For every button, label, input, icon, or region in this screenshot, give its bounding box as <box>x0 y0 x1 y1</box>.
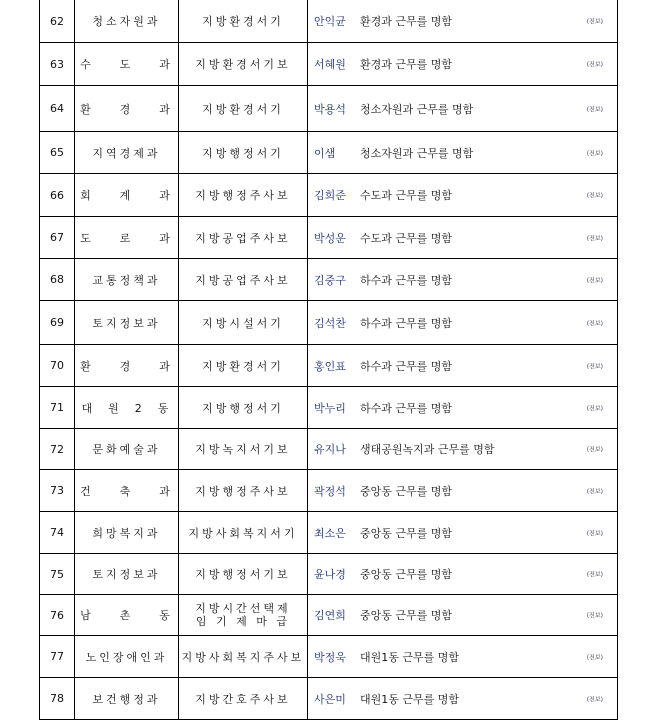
table-row <box>40 0 618 43</box>
department-cell: 교통정책과 <box>75 259 179 301</box>
note-cell <box>360 259 618 301</box>
department-cell: 건 축 과 <box>75 470 179 512</box>
rank-cell <box>179 554 308 595</box>
table-row <box>40 595 618 636</box>
rank-cell <box>179 43 308 86</box>
transfer-tag: (전보) <box>586 235 603 242</box>
row-number-cell: 75 <box>40 554 75 595</box>
rank-text: 지방사회복지서기 <box>188 526 298 540</box>
row-number-cell: 63 <box>40 43 75 86</box>
note-cell <box>360 174 618 217</box>
table-row <box>40 678 618 720</box>
name-cell: 김중구 <box>308 259 361 301</box>
rank-cell <box>179 259 308 301</box>
table-body <box>40 0 618 720</box>
note-cell <box>360 217 618 259</box>
rank-text: 지방환경서기보 <box>195 58 291 71</box>
assignment-note: 환경과 근무를 명함 <box>360 15 453 28</box>
department-cell: 보건행정과 <box>75 678 179 720</box>
rank-text: 지방공업주사보 <box>195 273 291 287</box>
name-cell: 홍인표 <box>308 345 361 387</box>
table-row <box>40 217 618 259</box>
assignment-note: 하수과 근무를 명함 <box>360 273 453 287</box>
transfer-tag: (전보) <box>586 530 603 537</box>
note-cell <box>360 0 618 43</box>
assignment-note: 생태공원녹지과 근무를 명함 <box>360 443 495 456</box>
name-cell: 서혜원 <box>308 43 361 86</box>
table-row <box>40 43 618 86</box>
rank-text: 지방행정주사보 <box>195 189 291 202</box>
rank-cell <box>179 512 308 554</box>
note-cell <box>360 636 618 678</box>
name-cell: 김석찬 <box>308 301 361 345</box>
rank-text: 지방간호주사보 <box>195 692 291 706</box>
row-number-cell: 69 <box>40 301 75 345</box>
rank-cell <box>179 678 308 720</box>
table-row <box>40 429 618 470</box>
department-cell: 지역경제과 <box>75 132 179 174</box>
transfer-tag: (전보) <box>586 446 603 454</box>
department-cell: 노인장애인과 <box>75 636 179 678</box>
transfer-tag: (전보) <box>586 61 603 69</box>
row-number-cell: 78 <box>40 678 75 720</box>
assignment-note: 하수과 근무를 명함 <box>360 316 453 330</box>
note-cell <box>360 43 618 86</box>
assignment-note: 환경과 근무를 명함 <box>360 58 453 71</box>
rank-cell <box>179 301 308 345</box>
row-number-cell: 70 <box>40 345 75 387</box>
name-cell: 유지나 <box>308 429 361 470</box>
assignment-note: 중앙동 근무를 명함 <box>360 568 453 581</box>
department-cell: 희망복지과 <box>75 512 179 554</box>
rank-text: 지방행정서기 <box>202 401 284 415</box>
name-cell: 사은미 <box>308 678 361 720</box>
rank-cell <box>179 636 308 678</box>
rank-text: 지방시간선택제 임 기 제 마 급 <box>195 602 291 628</box>
transfer-tag: (전보) <box>586 654 603 661</box>
department-cell: 도 로 과 <box>75 217 179 259</box>
assignment-note: 수도과 근무를 명함 <box>360 189 453 202</box>
table-row <box>40 301 618 345</box>
department-cell: 회 계 과 <box>75 174 179 217</box>
transfer-tag: (전보) <box>586 192 603 200</box>
name-cell: 이샘 <box>308 132 361 174</box>
assignment-note: 중앙동 근무를 명함 <box>360 484 453 498</box>
department-cell: 문화예술과 <box>75 429 179 470</box>
rank-text: 지방환경서기 <box>202 359 284 373</box>
rank-text: 지방환경서기 <box>202 15 284 28</box>
rank-cell <box>179 345 308 387</box>
table-row <box>40 554 618 595</box>
row-number-cell: 64 <box>40 86 75 132</box>
row-number-cell: 62 <box>40 0 75 43</box>
transfer-tag: (전보) <box>586 18 603 26</box>
transfer-tag: (전보) <box>586 277 603 284</box>
rank-text: 지방행정주사보 <box>195 484 291 498</box>
note-cell <box>360 470 618 512</box>
table-row <box>40 132 618 174</box>
rank-cell <box>179 429 308 470</box>
rank-text: 지방사회복지주사보 <box>181 650 305 664</box>
table-row <box>40 512 618 554</box>
transfer-tag: (전보) <box>586 696 603 703</box>
rank-text: 지방시설서기 <box>202 316 284 330</box>
note-cell <box>360 132 618 174</box>
rank-text: 지방행정서기보 <box>195 568 291 581</box>
rank-text: 지방녹지서기보 <box>195 443 291 456</box>
note-cell <box>360 595 618 636</box>
assignment-note: 청소자원과 근무를 명함 <box>360 102 474 116</box>
assignment-note: 대원1동 근무를 명함 <box>360 650 459 664</box>
table-row <box>40 470 618 512</box>
name-cell: 김희준 <box>308 174 361 217</box>
name-cell: 박누리 <box>308 387 361 429</box>
table-row <box>40 259 618 301</box>
table-row <box>40 387 618 429</box>
department-cell: 수 도 과 <box>75 43 179 86</box>
row-number-cell: 72 <box>40 429 75 470</box>
row-number-cell: 74 <box>40 512 75 554</box>
rank-cell <box>179 174 308 217</box>
department-cell: 환 경 과 <box>75 86 179 132</box>
row-number-cell: 65 <box>40 132 75 174</box>
table-row <box>40 636 618 678</box>
name-cell: 박용석 <box>308 86 361 132</box>
transfer-tag: (전보) <box>586 150 603 157</box>
row-number-cell: 73 <box>40 470 75 512</box>
rank-cell <box>179 470 308 512</box>
rank-text: 지방행정서기 <box>202 146 284 160</box>
note-cell <box>360 512 618 554</box>
name-cell: 곽정석 <box>308 470 361 512</box>
transfer-tag: (전보) <box>586 405 603 412</box>
rank-cell <box>179 86 308 132</box>
name-cell: 김연희 <box>308 595 361 636</box>
row-number-cell: 71 <box>40 387 75 429</box>
transfer-tag: (전보) <box>586 106 603 113</box>
personnel-table <box>39 0 618 720</box>
rank-text: 지방공업주사보 <box>195 231 291 245</box>
table-row <box>40 174 618 217</box>
transfer-tag: (전보) <box>586 571 603 579</box>
table-row <box>40 345 618 387</box>
rank-cell <box>179 0 308 43</box>
transfer-tag: (전보) <box>586 363 603 370</box>
name-cell: 최소은 <box>308 512 361 554</box>
transfer-tag: (전보) <box>586 488 603 495</box>
transfer-tag: (전보) <box>586 612 603 620</box>
note-cell <box>360 554 618 595</box>
note-cell <box>360 387 618 429</box>
table-row <box>40 86 618 132</box>
note-cell <box>360 429 618 470</box>
assignment-note: 하수과 근무를 명함 <box>360 359 453 373</box>
name-cell: 박성운 <box>308 217 361 259</box>
row-number-cell: 68 <box>40 259 75 301</box>
transfer-tag: (전보) <box>586 320 603 327</box>
department-cell: 환 경 과 <box>75 345 179 387</box>
name-cell: 윤나경 <box>308 554 361 595</box>
rank-cell <box>179 217 308 259</box>
assignment-note: 수도과 근무를 명함 <box>360 231 453 245</box>
note-cell <box>360 678 618 720</box>
row-number-cell: 66 <box>40 174 75 217</box>
department-cell: 남 촌 동 <box>75 595 179 636</box>
department-cell: 토지정보과 <box>75 554 179 595</box>
name-cell: 안익균 <box>308 0 361 43</box>
rank-cell <box>179 132 308 174</box>
assignment-note: 대원1동 근무를 명함 <box>360 692 459 706</box>
assignment-note: 하수과 근무를 명함 <box>360 401 453 415</box>
row-number-cell: 76 <box>40 595 75 636</box>
department-cell: 청소자원과 <box>75 0 179 43</box>
department-cell: 토지정보과 <box>75 301 179 345</box>
row-number-cell: 77 <box>40 636 75 678</box>
note-cell <box>360 345 618 387</box>
rank-text: 지방환경서기 <box>202 102 284 116</box>
assignment-note: 중앙동 근무를 명함 <box>360 609 453 622</box>
rank-cell <box>179 387 308 429</box>
note-cell <box>360 86 618 132</box>
row-number-cell: 67 <box>40 217 75 259</box>
department-cell: 대 원 2 동 <box>75 387 179 429</box>
assignment-note: 중앙동 근무를 명함 <box>360 526 453 540</box>
note-cell <box>360 301 618 345</box>
rank-cell <box>179 595 308 636</box>
name-cell: 박정욱 <box>308 636 361 678</box>
assignment-note: 청소자원과 근무를 명함 <box>360 146 474 160</box>
